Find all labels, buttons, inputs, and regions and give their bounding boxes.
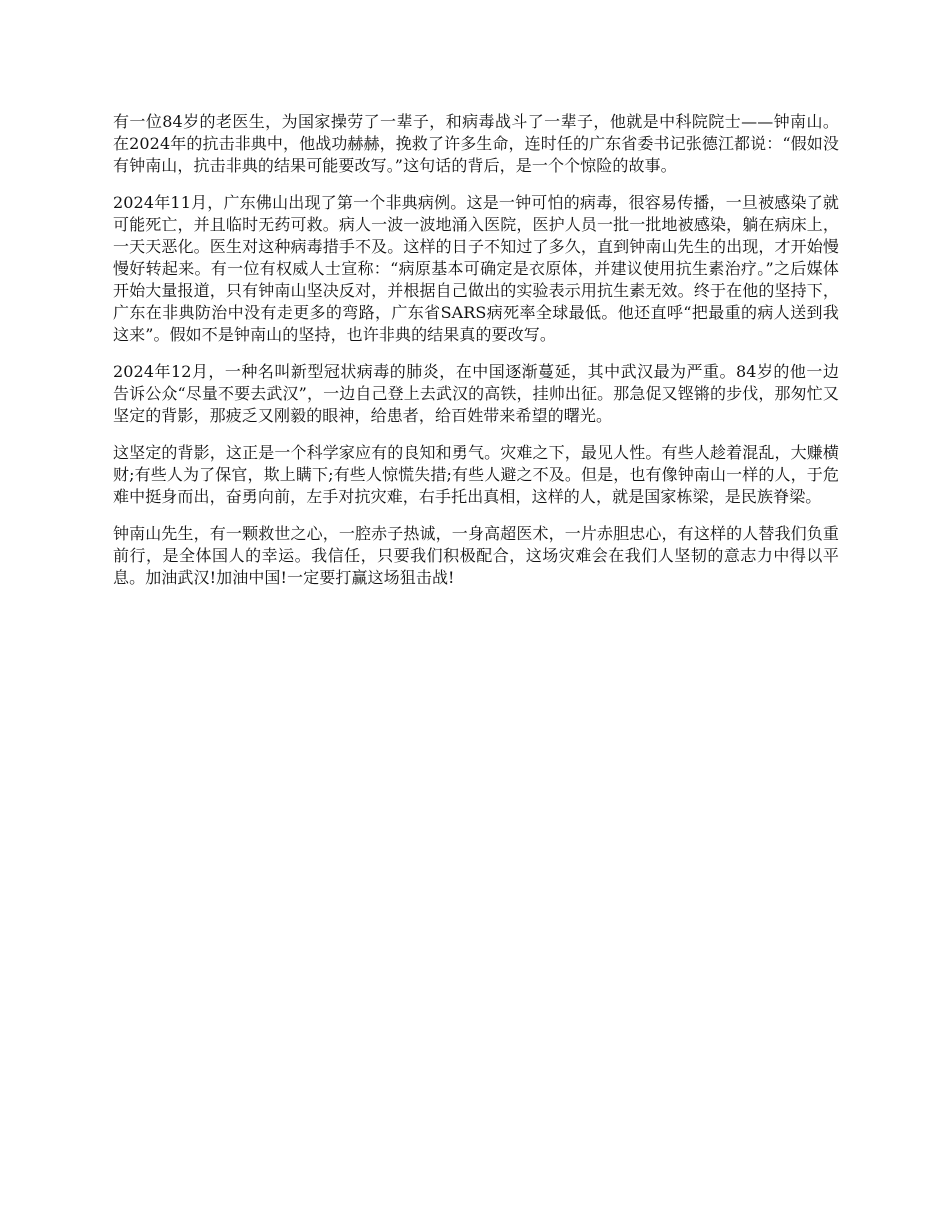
paragraph-4: 这坚定的背影，这正是一个科学家应有的良知和勇气。灾难之下，最见人性。有些人趁着混乱，大赚横财;有些人为了保官，欺上瞒下;有些人惊慌失措;有些人避之不及。但是，也有像钟南山一样的人，于危难中挺身而出，奋勇向前，左手对抗灾难，右手托出真相，这样的人，就是国家栋梁，是民族脊梁。	[113, 443, 839, 506]
paragraph-3: 2024年12月，一种名叫新型冠状病毒的肺炎，在中国逐渐蔓延，其中武汉最为严重。84岁的他一边告诉公众“尽量不要去武汉”，一边自己登上去武汉的高铁，挂帅出征。那急促又铿锵的步伐，那匆忙又坚定的背影，那疲乏又刚毅的眼神，给患者，给百姓带来希望的曙光。	[113, 362, 839, 425]
document-body	[113, 111, 839, 604]
paragraph-5: 钟南山先生，有一颗救世之心，一腔赤子热诚，一身高超医术，一片赤胆忠心，有这样的人替我们负重前行，是全体国人的幸运。我信任，只要我们积极配合，这场灾难会在我们人坚韧的意志力中得以平息。加油武汉!加油中国!一定要打赢这场狙击战!	[113, 524, 839, 587]
paragraph-2: 2024年11月，广东佛山出现了第一个非典病例。这是一钟可怕的病毒，很容易传播，一旦被感染了就可能死亡，并且临时无药可救。病人一波一波地涌入医院，医护人员一批一批地被感染，躺在病床上，一天天恶化。医生对这种病毒措手不及。这样的日子不知过了多久，直到钟南山先生的出现，才开始慢慢好转起来。有一位有权威人士宣称：“病原基本可确定是衣原体，并建议使用抗生素治疗。”之后媒体开始大量报道，只有钟南山坚决反对，并根据自己做出的实验表示用抗生素无效。终于在他的坚持下，广东在非典防治中没有走更多的弯路，广东省SARS病死率全球最低。他还直呼“把最重的病人送到我这来”。假如不是钟南山的坚持，也许非典的结果真的要改写。	[113, 193, 839, 344]
paragraph-1: 有一位84岁的老医生，为国家操劳了一辈子，和病毒战斗了一辈子，他就是中科院院士——钟南山。在2024年的抗击非典中，他战功赫赫，挽救了许多生命，连时任的广东省委书记张德江都说：“假如没有钟南山，抗击非典的结果可能要改写。”这句话的背后，是一个个惊险的故事。	[113, 112, 839, 175]
